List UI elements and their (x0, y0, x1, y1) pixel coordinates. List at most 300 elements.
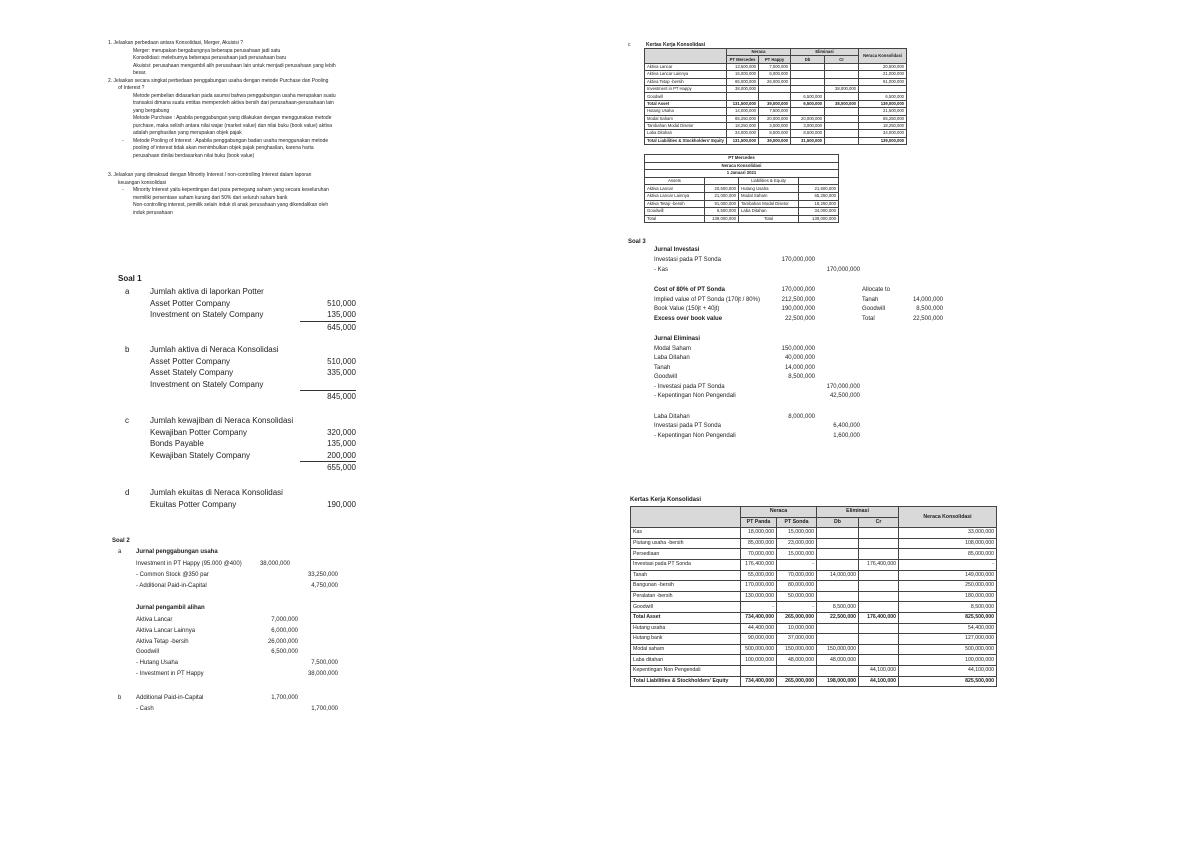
kertas1-letter: c (628, 42, 631, 48)
table-cell: - (777, 602, 817, 613)
table-row (645, 122, 907, 129)
table-cell: 3,000,000 (759, 122, 791, 129)
journal-debit: 8,000,000 (788, 414, 815, 420)
table-cell: Total Asset (631, 612, 741, 623)
table-cell (645, 49, 727, 64)
jurnal-title: Jurnal Eliminasi (654, 336, 701, 342)
kertas2-table (630, 506, 997, 687)
answer-line: pooling of interest tidak akan menimbulkan objek pajak penghasilan, karena harta (133, 145, 314, 151)
table-cell: PT Sonda (777, 517, 817, 528)
item-value: 190,000 (327, 499, 356, 509)
total-value: 655,000 (300, 461, 356, 473)
journal-account: Laba Ditahan (654, 414, 690, 420)
table-cell: 14,000,000 (727, 108, 759, 115)
question-1: 1. Jelaskan perbedaan antara Konsolidasi, Merger, Akuisisi ? (108, 40, 244, 46)
table-row (631, 676, 997, 687)
table-cell: 13,500,000 (727, 63, 759, 70)
table-cell: 15,000,000 (727, 71, 759, 78)
allocate-label: Total (862, 315, 875, 322)
table-cell: 34,000,000 (799, 208, 839, 216)
journal-debit: 7,000,000 (271, 617, 298, 623)
answer-line: Non-controlling interest, pemilik selain induk di anak perusahaan yang dikendalikan oleh (133, 202, 329, 208)
table-cell: 734,400,000 (741, 676, 777, 687)
allocate-value: 8,500,000 (916, 306, 943, 312)
table-cell: 65,000,000 (727, 78, 759, 85)
journal-account: Aktiva Tetap -bersih (136, 638, 189, 645)
table-cell: 250,000,000 (899, 581, 997, 592)
journal-credit: 33,250,000 (307, 572, 338, 578)
table-cell: Goodwill (631, 602, 741, 613)
table-cell: Aktiva Tetap -bersih (645, 200, 705, 208)
table-cell: Neraca (727, 49, 791, 56)
answer-line: induk perusahaan (133, 209, 173, 216)
item-label: Kewajiban Potter Company (150, 427, 247, 437)
table-cell: Modal Saham (739, 192, 799, 200)
journal-account: Investasi pada PT Sonda (654, 423, 721, 430)
table-cell: Persediaan (631, 549, 741, 560)
table-cell: 70,000,000 (741, 549, 777, 560)
table-cell (825, 71, 859, 78)
table-cell: 170,000,000 (741, 581, 777, 592)
table-cell (791, 71, 825, 78)
table-cell (859, 549, 899, 560)
table-cell (777, 665, 817, 676)
table-cell: 150,000,000 (817, 644, 859, 655)
calc-value: 22,500,000 (784, 315, 815, 322)
table-row (645, 108, 907, 115)
table-cell (859, 591, 899, 602)
table-cell: 31,500,000 (791, 137, 825, 144)
table-cell: 14,000,000 (817, 570, 859, 581)
table-cell: Investasi pada PT Sonda (631, 559, 741, 570)
bullet-dash: - (122, 137, 124, 144)
table-cell: Tanah (631, 570, 741, 581)
table-cell: Aktiva Lancar Lainnya (645, 71, 727, 78)
table-cell: Total (645, 215, 705, 223)
table-row (645, 93, 907, 100)
table-cell (825, 137, 859, 144)
journal-debit: 170,000,000 (781, 257, 815, 263)
table-header-row (631, 507, 997, 518)
answer-line: purchase, maka selisih antara nilai wajar (market value) dan nilai buku (book value) aktiva (133, 122, 332, 129)
table-cell: 176,400,000 (859, 612, 899, 623)
table-cell: 7,500,000 (759, 108, 791, 115)
table-cell: 150,000,000 (777, 644, 817, 655)
table-cell: 130,000,000 (741, 591, 777, 602)
journal-account: Modal Saham (654, 346, 692, 352)
jurnal-title: Jurnal Investasi (654, 247, 700, 253)
table-cell (817, 549, 859, 560)
total-value: 845,000 (300, 390, 356, 402)
table-cell (791, 78, 825, 85)
table-cell (859, 655, 899, 666)
answer-line: transaksi dimana suatu entitas memperoleh aktiva bersih dari perusahaan-perusahaan lain (133, 100, 334, 106)
journal-debit: 26,000,000 (267, 638, 298, 645)
table-cell: Modal Saham (645, 115, 727, 122)
table-cell: PT Mercedes (727, 56, 759, 63)
table-cell: 20,500,000 (859, 63, 907, 70)
title-row (645, 170, 839, 178)
table-cell (859, 85, 907, 92)
table-cell (859, 570, 899, 581)
table-cell: 127,000,000 (899, 634, 997, 645)
table-cell: Eliminasi (817, 507, 899, 518)
table-row (645, 192, 839, 200)
table-cell: Aktiva Lancar Lainnya (645, 192, 705, 200)
allocate-label: Goodwill (862, 306, 886, 312)
soal3-title: Soal 3 (628, 239, 646, 245)
answer-line: Minority Interest yaitu kepentingan dari para pemegang saham yang secara keseluruhan (133, 187, 329, 193)
table-cell: Cr (859, 517, 899, 528)
item-label: Kewajiban Stately Company (150, 450, 251, 460)
journal-account: - Investment in PT Happy (136, 671, 204, 677)
calc-value: 170,000,000 (781, 287, 815, 293)
table-cell: 91,000,000 (705, 200, 739, 208)
table-cell: Aktiva Lancar (645, 185, 705, 193)
table-cell: 91,000,000 (859, 78, 907, 85)
item-label: Asset Stately Company (150, 368, 234, 377)
table-cell: Peralatan -bersih (631, 591, 741, 602)
table-cell: 7,000,000 (759, 63, 791, 70)
soal2-title: Soal 2 (112, 538, 130, 544)
table-cell: 65,250,000 (799, 192, 839, 200)
table-row (645, 185, 839, 193)
journal-debit: 6,500,000 (271, 649, 298, 656)
table-cell (817, 634, 859, 645)
table-cell: 139,000,000 (705, 215, 739, 223)
answer-line: adalah penghasilan yang merupakan objek pajak (133, 130, 242, 136)
table-cell: 198,000,000 (817, 676, 859, 687)
journal-debit: 8,500,000 (788, 374, 815, 381)
table-cell: 38,000,000 (825, 85, 859, 92)
table-cell (759, 93, 791, 100)
table-cell: 100,000,000 (741, 655, 777, 666)
table-cell: 131,500,000 (727, 137, 759, 144)
table-cell: Hutang Usaha (645, 108, 727, 115)
table-cell: 34,000,000 (859, 130, 907, 137)
table-cell: 44,100,000 (859, 676, 899, 687)
item-label: Ekuitas Potter Company (150, 499, 237, 509)
table-cell (859, 581, 899, 592)
table-cell: 1 Januari 2021 (645, 170, 839, 178)
title-row (645, 155, 839, 163)
table-cell (859, 602, 899, 613)
journal-credit: 38,000,000 (307, 671, 338, 677)
item-value: 200,000 (327, 450, 356, 460)
answer-line: Konsolidasi: meleburnya beberapa perusahaan jadi perusahaan baru (133, 55, 287, 61)
item-value: 135,000 (327, 439, 356, 448)
table-row (631, 591, 997, 602)
table-cell: 85,000,000 (741, 538, 777, 549)
table-cell: 48,000,000 (777, 655, 817, 666)
soal2-a-letter: a (118, 549, 122, 555)
table-row (645, 137, 907, 144)
table-cell: 18,250,000 (799, 200, 839, 208)
table-cell: Aktiva Lancar (645, 63, 727, 70)
answer-line: Merger: merupakan bergabungnya beberapa perusahaan jadi satu (133, 47, 281, 54)
journal-account: Aktiva Lancar (136, 617, 173, 623)
table-cell: - (777, 559, 817, 570)
table-cell (631, 507, 741, 528)
table-cell: 15,000,000 (777, 528, 817, 539)
journal-account: - Kas (654, 267, 669, 273)
item-value: 335,000 (327, 368, 356, 377)
journal-account: - Cash (136, 706, 154, 712)
table-cell: 18,250,000 (727, 122, 759, 129)
table-cell: 149,000,000 (899, 570, 997, 581)
table-cell: Bangunan -bersih (631, 581, 741, 592)
table-row (645, 63, 907, 70)
table-row (645, 130, 907, 137)
soal1-b-heading: Jumlah aktiva di Neraca Konsolidasi (150, 345, 279, 354)
table-cell: 8,500,000 (899, 602, 997, 613)
table-cell: 22,500,000 (817, 612, 859, 623)
table-cell: 21,000,000 (705, 192, 739, 200)
table-cell: Laba Ditahan (739, 208, 799, 216)
kertas2-title: Kertas Kerja Konsolidasi (630, 497, 702, 503)
table-cell: 20,000,000 (791, 115, 825, 122)
journal-credit: 6,400,000 (833, 423, 860, 430)
table-cell: 34,000,000 (727, 130, 759, 137)
table-cell: Neraca Konsolidasi (859, 49, 907, 64)
item-label: Investment on Stately Company (150, 310, 264, 319)
table-cell: 21,000,000 (859, 71, 907, 78)
journal-account: Tanah (654, 364, 671, 371)
item-label: Asset Potter Company (150, 356, 231, 366)
journal-account: Investment in PT Happy (95.000 @400) (136, 561, 242, 567)
table-row (631, 528, 997, 539)
table-cell: Neraca Konsolidasi (645, 162, 839, 170)
title-row (645, 162, 839, 170)
question-3-cont: keuangan konsolidasi (118, 179, 167, 186)
table-cell: 39,000,000 (759, 100, 791, 107)
table-cell: 6,000,000 (759, 71, 791, 78)
journal-account: - Common Stock @350 par (136, 572, 209, 578)
table-cell: 37,000,000 (777, 634, 817, 645)
table-cell: 55,000,000 (741, 570, 777, 581)
table-cell: Assets (645, 177, 705, 185)
table-cell: - (899, 559, 997, 570)
table-cell: 15,000,000 (777, 549, 817, 560)
table-cell (825, 93, 859, 100)
soal1-d-heading: Jumlah ekuitas di Neraca Konsolidasi (150, 488, 283, 497)
table-cell: 90,000,000 (741, 634, 777, 645)
table-row (645, 215, 839, 223)
table-row (631, 581, 997, 592)
journal-debit: 38,000,000 (259, 561, 290, 567)
neraca-mercedes-table (644, 154, 839, 223)
table-row (645, 200, 839, 208)
table-row (645, 208, 839, 216)
table-cell: 131,500,000 (727, 100, 759, 107)
table-cell: 48,000,000 (817, 655, 859, 666)
table-cell (817, 559, 859, 570)
table-cell: Neraca Konsolidasi (899, 507, 997, 528)
table-cell: Kas (631, 528, 741, 539)
answer-line: Metode Purchase : Apabila penggabungan yang dilakukan dengan menggunakan metode (133, 115, 332, 121)
table-cell: 139,000,000 (859, 100, 907, 107)
journal-debit: 40,000,000 (784, 355, 815, 362)
table-row (645, 71, 907, 78)
item-value: 320,000 (327, 427, 356, 437)
table-cell: 70,000,000 (777, 570, 817, 581)
journal-debit: 14,000,000 (784, 364, 815, 371)
answer-line: besar. (133, 70, 147, 76)
table-cell (741, 665, 777, 676)
table-cell: Modal saham (631, 644, 741, 655)
table-cell (791, 63, 825, 70)
journal-debit: 1,700,000 (271, 695, 298, 701)
table-cell (817, 538, 859, 549)
table-cell: Neraca (741, 507, 817, 518)
table-cell: Investment in PT Happy (645, 85, 727, 92)
table-cell (859, 538, 899, 549)
journal-account: Additional Paid-in-Capital (136, 695, 204, 701)
table-cell: 33,000,000 (899, 528, 997, 539)
table-cell: Piutang usaha -bersih (631, 538, 741, 549)
total-value: 645,000 (300, 321, 356, 333)
table-cell: 54,400,000 (899, 623, 997, 634)
table-cell: 18,000,000 (741, 528, 777, 539)
calc-label: Cost of 80% of PT Sonda (654, 287, 726, 293)
answer-line: Metode Pooling of Interest : Apabila penggabungan badan usaha menggunakan metode (133, 137, 329, 144)
journal-account: - Additional Paid-in-Capital (136, 583, 207, 589)
table-row (645, 115, 907, 122)
table-cell: Goodwill (645, 93, 727, 100)
table-row (631, 655, 997, 666)
table-row (645, 78, 907, 85)
table-cell: 38,000,000 (727, 85, 759, 92)
table-cell: 3,000,000 (791, 122, 825, 129)
calc-label: Implied value of PT Sonda (170jt / 80%) (654, 296, 760, 303)
table-cell: 176,400,000 (859, 559, 899, 570)
table-cell: Laba ditahan (631, 655, 741, 666)
table-cell: PT Panda (741, 517, 777, 528)
table-cell: 108,000,000 (899, 538, 997, 549)
table-cell: 10,000,000 (777, 623, 817, 634)
journal-credit: 1,600,000 (833, 432, 860, 439)
table-header-row (645, 177, 839, 185)
jurnal-title: Jurnal pengambil alihan (136, 605, 205, 611)
table-cell: 21,500,000 (859, 108, 907, 115)
table-cell: PT Happy (759, 56, 791, 63)
table-cell (817, 623, 859, 634)
table-cell: 6,500,000 (791, 100, 825, 107)
table-cell: Aktiva Tetap -bersih (645, 78, 727, 85)
allocate-label: Tanah (862, 296, 879, 303)
table-cell (791, 108, 825, 115)
table-cell: 44,400,000 (741, 623, 777, 634)
answer-line: memiliki persentase saham kurang dari 50% dari seluruh saham bank (133, 194, 288, 201)
table-cell: 18,250,000 (859, 122, 907, 129)
journal-account: - Kepentingan Non Pengendali (654, 393, 736, 399)
table-header-row (645, 49, 907, 56)
table-cell (825, 115, 859, 122)
table-cell: 39,000,000 (759, 137, 791, 144)
table-row (631, 559, 997, 570)
journal-account: Laba Ditahan (654, 355, 690, 362)
journal-debit: 150,000,000 (781, 346, 815, 352)
table-row (631, 602, 997, 613)
item-label: Investment on Stately Company (150, 379, 264, 389)
table-cell: 44,100,000 (859, 665, 899, 676)
soal1-a-letter: a (125, 287, 130, 296)
table-row (631, 623, 997, 634)
table-cell (859, 634, 899, 645)
table-cell (727, 93, 759, 100)
journal-debit: 6,000,000 (271, 627, 298, 634)
soal1-title: Soal 1 (118, 274, 142, 283)
table-row (645, 100, 907, 107)
table-cell: 265,000,000 (777, 612, 817, 623)
soal1-b-letter: b (125, 345, 130, 354)
table-cell: 8,500,000 (817, 602, 859, 613)
table-cell (859, 644, 899, 655)
table-cell: 20,500,000 (705, 185, 739, 193)
table-cell: Liabilities & Equity (739, 177, 799, 185)
journal-credit: 42,500,000 (829, 393, 860, 399)
answer-line: Akuisisi: perusahaan mengambil alih perusahaan lain untuk menjadi perusahaan yang lebih (133, 62, 336, 69)
table-cell: 6,500,000 (791, 93, 825, 100)
kertas1-table (644, 48, 907, 145)
calc-value: 190,000,000 (781, 306, 815, 312)
table-cell: Total Liabilities & Stockholders' Equity (645, 137, 727, 144)
calc-label: Book Value (150jt + 40jt) (654, 306, 720, 312)
table-cell: 85,000,000 (899, 549, 997, 560)
soal1-d-letter: d (125, 488, 130, 497)
table-cell: 6,500,000 (705, 208, 739, 216)
table-row (631, 644, 997, 655)
table-cell: 26,000,000 (759, 78, 791, 85)
question-3: 3. Jelaskan yang dimaksud dengan Minority Interest / non-controlling Interest dalam laporan (108, 172, 312, 178)
answer-line: Metode pembelian didasarkan pada asumsi bahwa penggabungan usaha merupakan suatu (133, 92, 336, 99)
table-cell: Tambahan Modal Disetor (739, 200, 799, 208)
table-cell (825, 130, 859, 137)
item-value: 135,000 (327, 310, 356, 319)
table-cell: 265,000,000 (777, 676, 817, 687)
answer-line: perusahaan dinilai berdasarkan nilai buku (book value) (133, 152, 255, 159)
table-row (645, 85, 907, 92)
table-cell: PT Mercedes (645, 155, 839, 163)
calc-label: Excess over book value (654, 315, 723, 322)
item-value: 510,000 (327, 356, 356, 366)
table-cell: 8,500,000 (759, 130, 791, 137)
table-row (631, 538, 997, 549)
table-cell (705, 177, 739, 185)
table-cell: Db (817, 517, 859, 528)
table-row (631, 634, 997, 645)
table-cell: Total Liabilities & Stockholders' Equity (631, 676, 741, 687)
table-cell: 100,000,000 (899, 655, 997, 666)
soal1-a-heading: Jumlah aktiva di laporkan Potter (150, 287, 264, 296)
table-cell: 176,400,000 (741, 559, 777, 570)
table-cell (817, 528, 859, 539)
table-cell (825, 122, 859, 129)
kertas1-title: Kertas Kerja Konsolidasi (646, 42, 706, 48)
journal-account: - Kepentingan Non Pengendali (654, 432, 736, 439)
table-cell: 734,400,000 (741, 612, 777, 623)
table-cell: Eliminasi (791, 49, 859, 56)
jurnal-title: Jurnal penggabungan usaha (136, 549, 218, 555)
table-cell: 20,000,000 (759, 115, 791, 122)
journal-credit: 4,750,000 (311, 583, 338, 589)
table-cell: Hutang Usaha (739, 185, 799, 193)
table-cell: Cr (825, 56, 859, 63)
journal-credit: 170,000,000 (826, 267, 860, 273)
journal-account: Aktiva Lancar Lainnya (136, 627, 196, 634)
table-cell (825, 63, 859, 70)
table-cell: Laba Ditahan (645, 130, 727, 137)
